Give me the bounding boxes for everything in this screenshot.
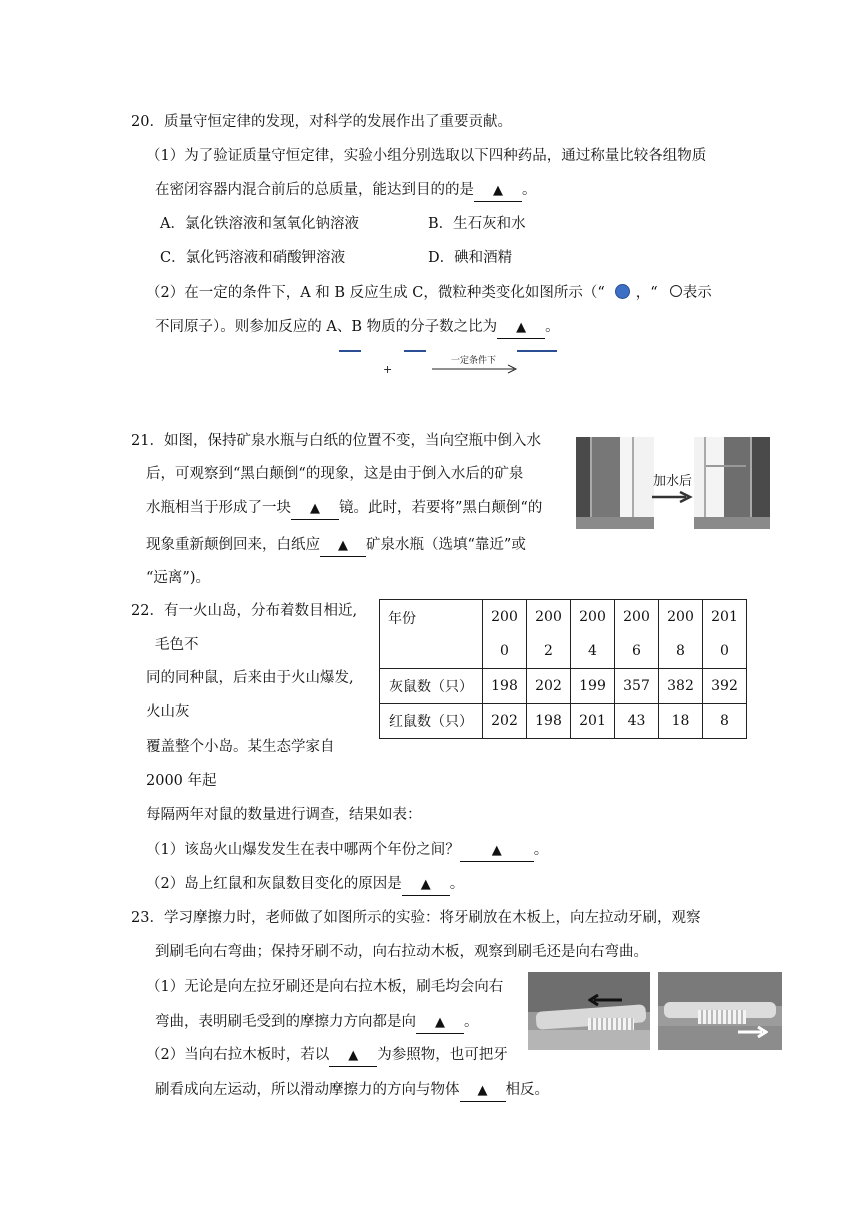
- q21-line5: “远离”)。: [146, 570, 210, 586]
- table-year-cell: 200 4: [571, 600, 615, 669]
- answer-blank[interactable]: ▲: [497, 317, 545, 339]
- add-water-label: 加水后: [653, 474, 693, 489]
- molecule-c-fragment: [517, 350, 557, 352]
- q20-part1-line1: （1）为了验证质量守恒定律，实验小组分别选取以下四种药品，通过称量比较各组物质: [146, 148, 707, 164]
- table-year-cell: 200 2: [527, 600, 571, 669]
- q20-stem: 20．质量守恒定律的发现，对科学的发展作出了重要贡献。: [131, 114, 512, 130]
- answer-blank[interactable]: ▲: [329, 1045, 377, 1067]
- answer-blank[interactable]: ▲: [474, 180, 522, 202]
- table-row-years: [380, 600, 747, 669]
- table-year-cell: 201 0: [703, 600, 747, 669]
- right-arrow-icon: [650, 490, 694, 504]
- q20-option-c: C．氯化钙溶液和硝酸钾溶液: [160, 250, 346, 266]
- q23-part2-line1: （2）当向右拉木板时，若以 ▲ 为参照物，也可把牙: [146, 1045, 508, 1067]
- mouse-count-table: [379, 599, 747, 739]
- table-year-cell: 200 0: [483, 600, 527, 669]
- answer-blank[interactable]: ▲: [291, 498, 339, 520]
- q20-option-d: D．碘和酒精: [428, 250, 513, 266]
- q23-part2-line2: 刷看成向左运动，所以滑动摩擦力的方向与物体 ▲ 相反。: [155, 1080, 549, 1102]
- q22-line5: 覆盖整个小岛。某生态学家自: [146, 739, 335, 755]
- toothbrush-photo-right: [658, 972, 782, 1050]
- reaction-condition: 一定条件下: [451, 356, 497, 366]
- table-cell: 8: [703, 704, 747, 739]
- reaction-arrow-icon: [432, 364, 520, 374]
- table-cell: 382: [659, 669, 703, 704]
- q22-part1: （1）该岛火山爆发发生在表中哪两个年份之间？ ▲ 。: [146, 840, 548, 862]
- answer-blank[interactable]: ▲: [320, 535, 366, 557]
- table-cell: 357: [615, 669, 659, 704]
- plus-sign: +: [383, 363, 393, 376]
- q20-option-a: A．氯化铁溶液和氢氧化钠溶液: [160, 216, 359, 232]
- molecule-b-fragment: [404, 350, 426, 352]
- molecule-a-fragment: [339, 350, 361, 352]
- q22-line1: 22．有一火山岛，分布着数目相近,: [131, 603, 358, 619]
- q20-option-b: B．生石灰和水: [428, 216, 526, 232]
- bottle-photo-after: [694, 437, 770, 529]
- q22-line2: 毛色不: [155, 637, 199, 653]
- table-row-label: 红鼠数（只）: [380, 704, 483, 739]
- hollow-circle-icon: [670, 285, 682, 297]
- table-cell: 18: [659, 704, 703, 739]
- table-cell: 199: [571, 669, 615, 704]
- table-row-label: 灰鼠数（只）: [380, 669, 483, 704]
- q21-line1: 21．如图，保持矿泉水瓶与白纸的位置不变，当向空瓶中倒入水: [131, 433, 541, 449]
- table-cell: 43: [615, 704, 659, 739]
- filled-circle-icon: [615, 284, 630, 299]
- toothbrush-photo-left: [528, 972, 650, 1050]
- right-arrow-icon: [738, 1026, 768, 1038]
- answer-blank[interactable]: ▲: [460, 840, 534, 862]
- table-year-cell: 200 8: [659, 600, 703, 669]
- q22-part2: （2）岛上红鼠和灰鼠数目变化的原因是 ▲ 。: [146, 874, 464, 896]
- table-cell: 202: [527, 669, 571, 704]
- q21-line3: 水瓶相当于形成了一块 ▲ 镜。此时，若要将”黑白颠倒“的: [146, 498, 542, 520]
- q23-line2: 到刷毛向右弯曲；保持牙刷不动，向右拉动木板，观察到刷毛还是向右弯曲。: [155, 944, 648, 960]
- answer-blank[interactable]: ▲: [416, 1012, 464, 1034]
- q23-part1-line2: 弯曲，表明刷毛受到的摩擦力方向都是向 ▲ 。: [155, 1012, 479, 1034]
- table-row-gray-mice: [380, 669, 747, 704]
- q22-line3: 同的同种鼠，后来由于火山爆发,: [146, 670, 354, 686]
- q22-line7: 每隔两年对鼠的数量进行调查，结果如表：: [146, 807, 422, 823]
- answer-blank[interactable]: ▲: [460, 1080, 506, 1102]
- table-cell: 392: [703, 669, 747, 704]
- table-cell: 202: [483, 704, 527, 739]
- q20-part2-line2: 不同原子）。则参加反应的 A、B 物质的分子数之比为 ▲ 。: [155, 317, 560, 339]
- table-cell: 198: [527, 704, 571, 739]
- table-row-red-mice: [380, 704, 747, 739]
- left-arrow-icon: [588, 994, 624, 1006]
- q20-part2-line1: （2）在一定的条件下，A 和 B 反应生成 C，微粒种类变化如图所示（“ ，“ 表示: [146, 285, 712, 301]
- q21-line2: 后，可观察到“黑白颠倒“的现象，这是由于倒入水后的矿泉: [146, 466, 524, 482]
- table-year-cell: 200 6: [615, 600, 659, 669]
- table-header-year: 年份: [380, 600, 483, 669]
- q20-part1-line2: 在密闭容器内混合前后的总质量，能达到目的的是 ▲ 。: [155, 180, 537, 202]
- q21-line4: 现象重新颠倒回来，白纸应 ▲ 矿泉水瓶（选填“靠近”或: [146, 535, 526, 557]
- bottle-photo-before: [576, 437, 654, 529]
- table-cell: 198: [483, 669, 527, 704]
- table-cell: 201: [571, 704, 615, 739]
- answer-blank[interactable]: ▲: [402, 874, 450, 896]
- q23-part1-line1: （1）无论是向左拉牙刷还是向右拉木板，刷毛均会向右: [146, 979, 504, 995]
- q23-line1: 23．学习摩擦力时，老师做了如图所示的实验：将牙刷放在木板上，向左拉动牙刷，观察: [131, 910, 701, 926]
- q22-line4: 火山灰: [146, 704, 190, 720]
- q22-line6: 2000 年起: [146, 773, 217, 789]
